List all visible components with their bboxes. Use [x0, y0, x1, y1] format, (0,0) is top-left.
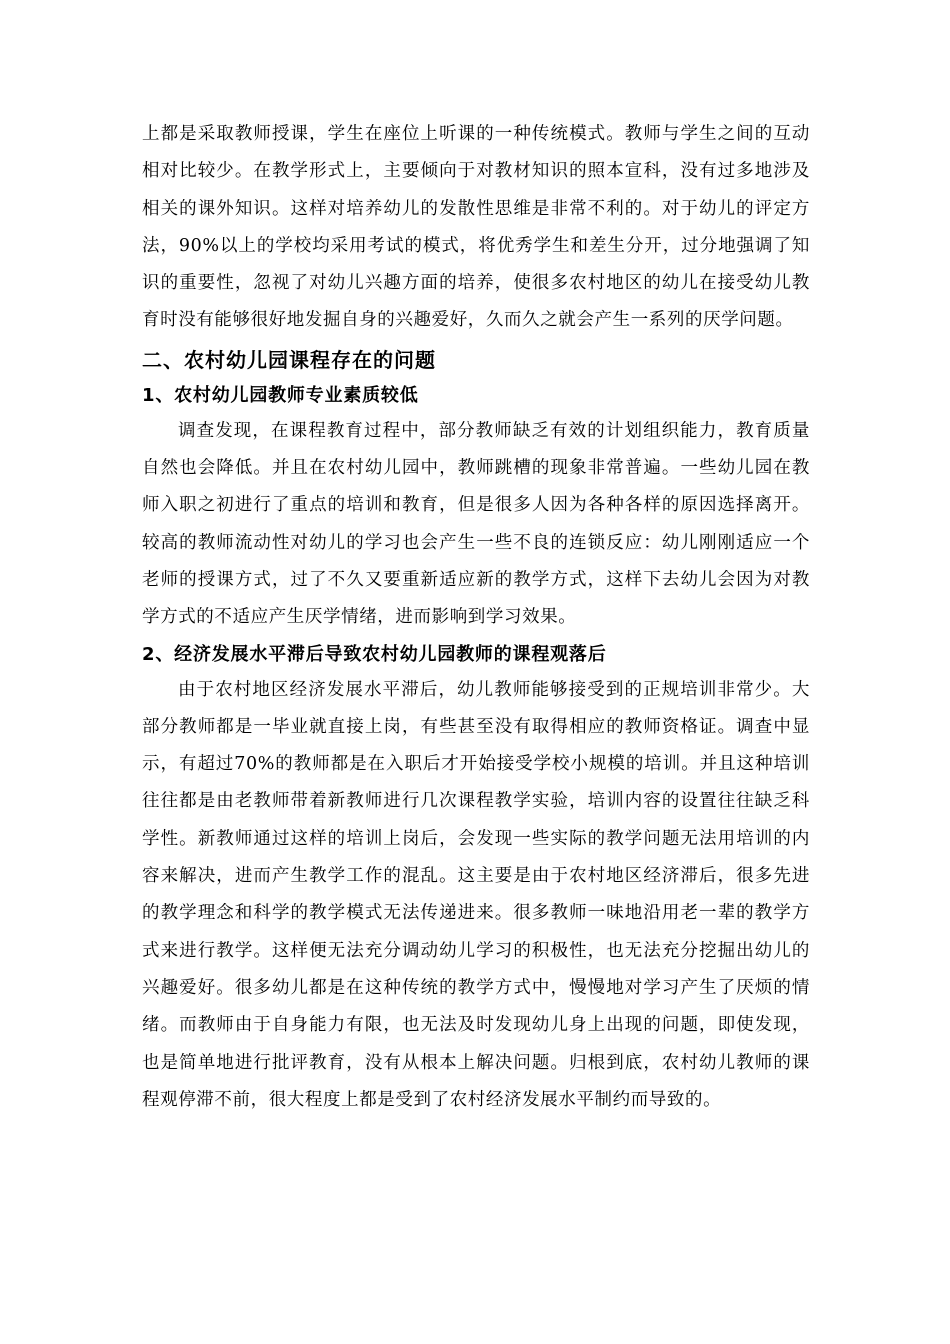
intro-paragraph: 上都是采取教师授课，学生在座位上听课的一种传统模式。教师与学生之间的互动相对比较少。在教学形式上，主要倾向于对教材知识的照本宣科，没有过多地涉及相关的课外知识。这样对培养幼儿的发散性思维是非常不利的。对于幼儿的评定方法，90%以上的学校均采用考试的模式，将优秀学生和差生分开，过分地强调了知识的重要性，忽视了对幼儿兴趣方面的培养，使很多农村地区的幼儿在接受幼儿教育时没有能够很好地发掘自身的兴趣爱好，久而久之就会产生一系列的厌学问题。	[142, 124, 810, 331]
section-heading: 二、农村幼儿园课程存在的问题	[142, 347, 436, 372]
subsection-1-heading: 1、农村幼儿园教师专业素质较低	[142, 384, 419, 406]
document-body	[142, 116, 810, 1119]
subsection-1-paragraph: 调查发现，在课程教育过程中，部分教师缺乏有效的计划组织能力，教育质量自然也会降低。并且在农村幼儿园中，教师跳槽的现象非常普遍。一些幼儿园在教师入职之初进行了重点的培训和教育，但是很多人因为各种各样的原因选择离开。较高的教师流动性对幼儿的学习也会产生一些不良的连锁反应：幼儿刚刚适应一个老师的授课方式，过了不久又要重新适应新的教学方式，这样下去幼儿会因为对教学方式的不适应产生厌学情绪，进而影响到学习效果。	[142, 420, 810, 628]
subsection-2-paragraph: 由于农村地区经济发展水平滞后，幼儿教师能够接受到的正规培训非常少。大部分教师都是一毕业就直接上岗，有些甚至没有取得相应的教师资格证。调查中显示，有超过70%的教师都是在入职后才开始接受学校小规模的培训。并且这种培训往往都是由老教师带着新教师进行几次课程教学实验，培训内容的设置往往缺乏科学性。新教师通过这样的培训上岗后，会发现一些实际的教学问题无法用培训的内容来解决，进而产生教学工作的混乱。这主要是由于农村地区经济滞后，很多先进的教学理念和科学的教学模式无法传递进来。很多教师一味地沿用老一辈的教学方式来进行教学。这样便无法充分调动幼儿学习的积极性，也无法充分挖掘出幼儿的兴趣爱好。很多幼儿都是在这种传统的教学方式中，慢慢地对学习产生了厌烦的情绪。而教师由于自身能力有限，也无法及时发现幼儿身上出现的问题，即使发现，也是简单地进行批评教育，没有从根本上解决问题。归根到底，农村幼儿教师的课程观停滞不前，很大程度上都是受到了农村经济发展水平制约而导致的。	[142, 679, 810, 1110]
subsection-2-heading: 2、经济发展水平滞后导致农村幼儿园教师的课程观落后	[142, 643, 607, 665]
